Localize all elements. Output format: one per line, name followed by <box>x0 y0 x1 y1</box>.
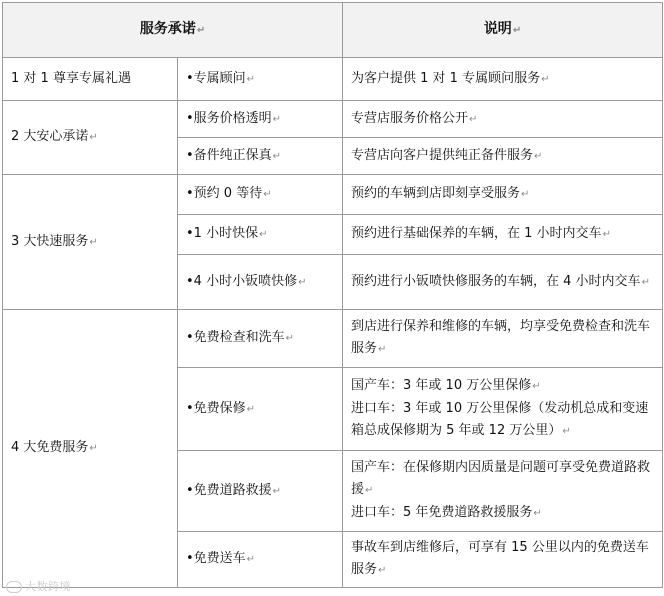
item-cell: •1 小时快保↵ <box>178 215 343 255</box>
description-cell <box>343 368 663 451</box>
description-line: 国产车：在保修期内因质量是问题可享受免费道路救援↵ <box>351 460 651 497</box>
description-cell: 预约的车辆到店即刻享受服务↵ <box>343 175 663 215</box>
description-cell <box>343 451 663 532</box>
header-description: 说明↵ <box>343 3 663 58</box>
item-cell: •预约 0 等待↵ <box>178 175 343 215</box>
item-cell: •服务价格透明↵ <box>178 101 343 138</box>
watermark-logo-icon <box>6 581 22 593</box>
description-cell: 为客户提供 1 对 1 专属顾问服务↵ <box>343 58 663 101</box>
item-cell: •免费检查和洗车↵ <box>178 310 343 368</box>
item-cell: •备件纯正保真↵ <box>178 138 343 175</box>
category-cell: 4 大免费服务↵ <box>3 310 178 588</box>
header-promise: 服务承诺↵ <box>3 3 343 58</box>
item-cell: •免费送车↵ <box>178 532 343 588</box>
description-cell: 到店进行保养和维修的车辆，均享受免费检查和洗车服务↵ <box>343 310 663 368</box>
table-row <box>3 58 663 101</box>
description-cell: 预约进行基础保养的车辆，在 1 小时内交车↵ <box>343 215 663 255</box>
description-cell: 事故车到店维修后，可享有 15 公里以内的免费送车服务↵ <box>343 532 663 588</box>
description-line: 国产车：3 年或 10 万公里保修↵ <box>351 378 541 393</box>
description-cell: 专营店向客户提供纯正备件服务↵ <box>343 138 663 175</box>
item-cell: •免费道路救援↵ <box>178 451 343 532</box>
category-cell: 2 大安心承诺↵ <box>3 101 178 175</box>
description-cell: 预约进行小钣喷快修服务的车辆，在 4 小时内交车↵ <box>343 255 663 310</box>
category-cell: 3 大快速服务↵ <box>3 175 178 310</box>
item-cell: •4 小时小钣喷快修↵ <box>178 255 343 310</box>
watermark: 大数跨境 <box>6 578 71 594</box>
item-cell: •专属顾问↵ <box>178 58 343 101</box>
item-cell: •免费保修↵ <box>178 368 343 451</box>
table-row <box>3 310 663 368</box>
description-cell: 专营店服务价格公开↵ <box>343 101 663 138</box>
description-line: 进口车：5 年免费道路救援服务↵ <box>351 505 542 520</box>
header-row <box>3 3 663 58</box>
description-line: 进口车：3 年或 10 万公里保修（发动机总成和变速箱总成保修期为 5 年或 12 万公里）↵ <box>351 401 649 438</box>
table-row <box>3 175 663 215</box>
service-promise-table <box>2 2 663 588</box>
table-row <box>3 101 663 138</box>
category-cell: 1 对 1 尊享专属礼遇 <box>3 58 178 101</box>
